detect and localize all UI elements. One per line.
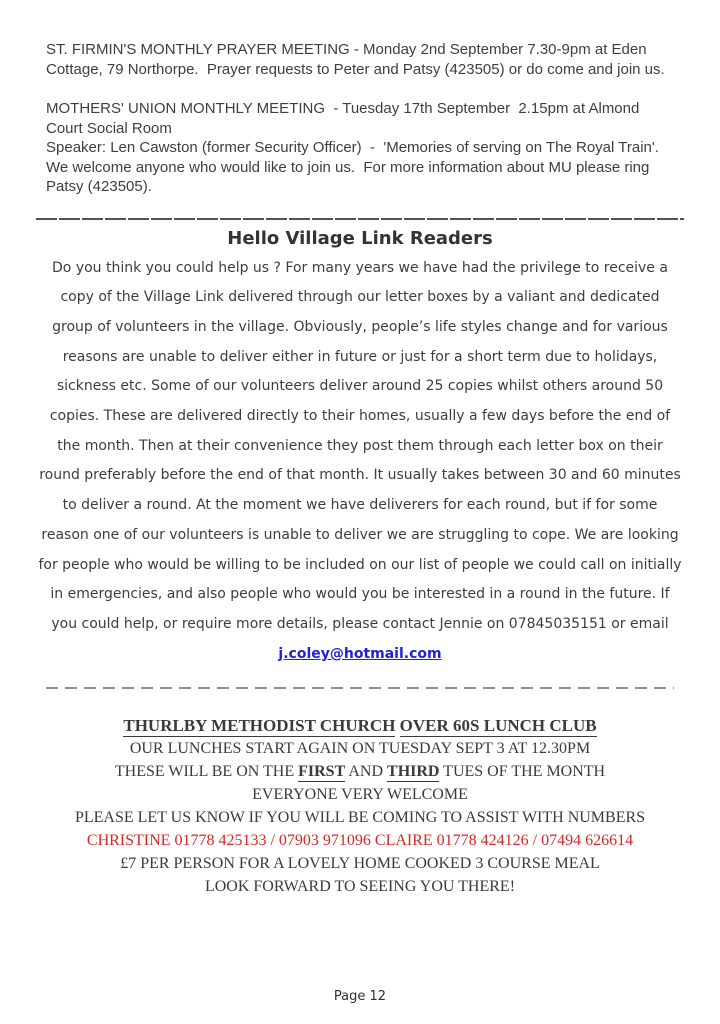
lunch-club-numbers-line: PLEASE LET US KNOW IF YOU WILL BE COMING TO ASSIST WITH NUMBERS bbox=[74, 809, 646, 827]
schedule-text-mid: AND bbox=[345, 763, 388, 781]
mothers-union-notice bbox=[46, 99, 676, 197]
schedule-text-pre: THESE WILL BE ON THE bbox=[114, 763, 299, 781]
dashed-divider bbox=[46, 687, 674, 689]
lunch-club-schedule-line bbox=[0, 760, 720, 783]
mothers-union-line1: MOTHERS' UNION MONTHLY MEETING - Tuesday 17th September 2.15pm at Almond Court Social Room bbox=[46, 100, 644, 137]
lunch-club-title-part1: THURLBY METHODIST CHURCH bbox=[123, 716, 396, 736]
lunch-club-closing-line: LOOK FORWARD TO SEEING YOU THERE! bbox=[204, 878, 516, 896]
lunch-club-section bbox=[0, 714, 720, 898]
village-link-text: Do you think you could help us ? For many years we have had the privilege to receive a copy of the Village Link delivered through our letter boxes by a valiant and dedicated group of volunteers in the village. Obviously, people’s life styles change and for various reasons are unable to deliver either in future or just for a short term due to holidays, sickness etc. Some of our volunteers deliver around 25 copies whilst others around 50 copies. These are delivered directly to their homes, usually a few days before the end of the month. Then at their convenience they post them through each letter box on their round preferably before the end of that month. It usually takes between 30 and 60 minutes to deliver a round. At the moment we have deliverers for each round, but if for some reason one of our volunteers is unable to deliver we are struggling to cope. We are looking for people who would be willing to be included on our list of people we could call on initially in emergencies, and also people who would you be interested in a round in the future. If you could help, or require more details, please contact Jennie on 07845035151 or email bbox=[38, 259, 682, 632]
page-number: Page 12 bbox=[333, 989, 387, 1004]
prayer-meeting-notice: ST. FIRMIN'S MONTHLY PRAYER MEETING - Monday 2nd September 7.30-9pm at Eden Cottage, 79 Northorpe. Prayer requests to Peter and Patsy (423505) or do come and join us. bbox=[46, 41, 665, 78]
lunch-club-price-line: £7 PER PERSON FOR A LOVELY HOME COOKED 3 COURSE MEAL bbox=[120, 855, 600, 873]
lunch-club-start-line: OUR LUNCHES START AGAIN ON TUESDAY SEPT 3 AT 12.30PM bbox=[129, 740, 591, 758]
page-footer bbox=[0, 989, 720, 1004]
village-link-section bbox=[0, 225, 720, 670]
lunch-club-contacts-line: CHRISTINE 01778 425133 / 07903 971096 CLAIRE 01778 424126 / 07494 626614 bbox=[86, 832, 634, 850]
lunch-club-title bbox=[0, 714, 720, 737]
schedule-first: FIRST bbox=[298, 763, 346, 781]
schedule-third: THIRD bbox=[387, 763, 440, 781]
lunch-club-title-part2: OVER 60S LUNCH CLUB bbox=[399, 716, 597, 736]
lunch-club-welcome-line: EVERYONE VERY WELCOME bbox=[252, 786, 468, 804]
email-link[interactable]: j.coley@hotmail.com bbox=[278, 645, 442, 662]
notices-section bbox=[0, 0, 720, 197]
mothers-union-line2: Speaker: Len Cawston (former Security Officer) - 'Memories of serving on The Royal Train'. We welcome anyone who would like to join us. For more information about MU please ring Patsy (423505). bbox=[46, 139, 668, 195]
village-link-body bbox=[38, 254, 682, 670]
schedule-text-post: TUES OF THE MONTH bbox=[439, 763, 606, 781]
section-divider bbox=[36, 218, 684, 220]
village-link-heading: Hello Village Link Readers bbox=[227, 227, 493, 249]
